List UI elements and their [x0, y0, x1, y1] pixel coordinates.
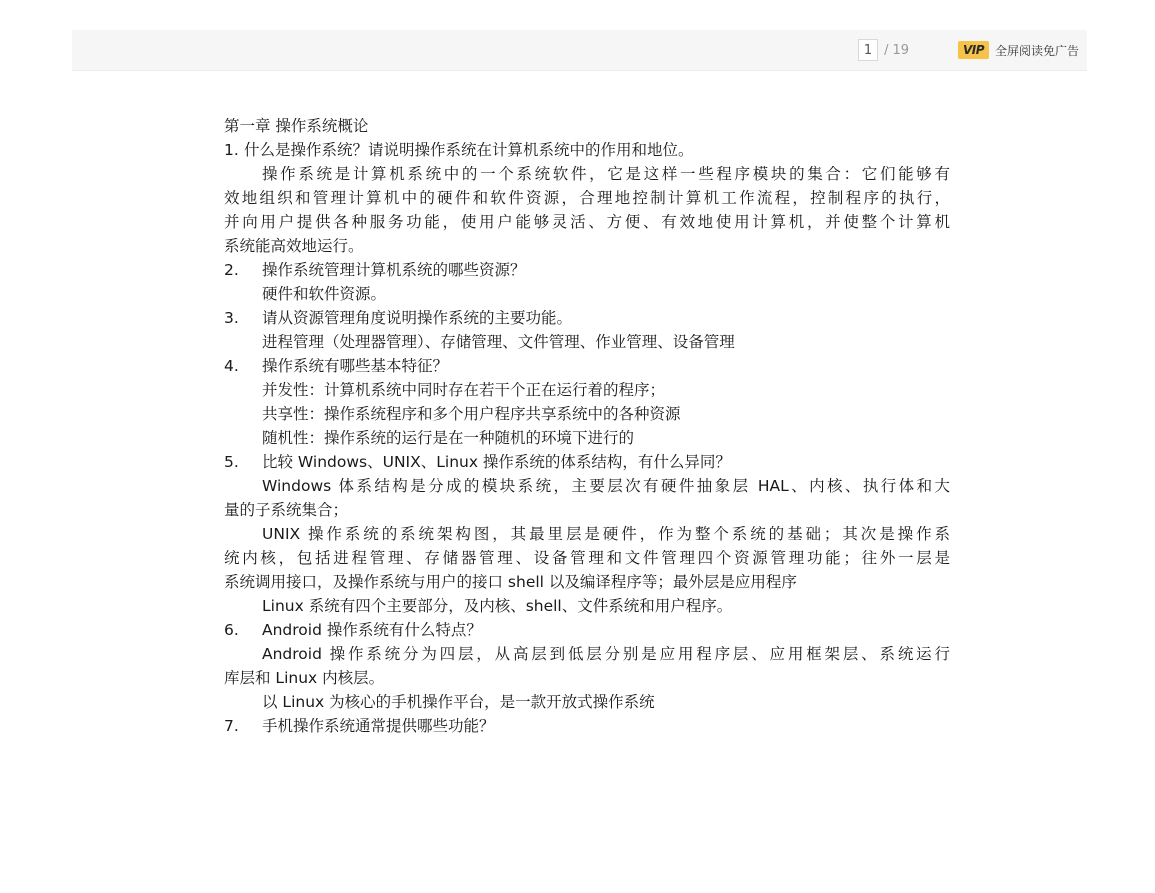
chapter-title: 第一章 操作系统概论 [224, 117, 369, 135]
answer-line: 进程管理（处理器管理）、存储管理、文件管理、作业管理、设备管理 [262, 333, 735, 351]
question-2 [224, 258, 950, 282]
vip-fullscreen-button[interactable] [958, 38, 1079, 62]
answer-line: Linux 系统有四个主要部分，及内核、shell、文件系统和用户程序。 [262, 597, 733, 615]
answer-line: 库层和 Linux 内核层。 [224, 669, 385, 687]
question-7 [224, 714, 950, 738]
answer-line: 系统能高效地运行。 [224, 237, 364, 255]
question-number: 6. [224, 621, 239, 639]
answer-line: 共享性：操作系统程序和多个用户程序共享系统中的各种资源 [262, 405, 681, 423]
page-separator: / [884, 42, 889, 58]
answer-line: UNIX 操作系统的系统架构图，其最里层是硬件，作为整个系统的基础；其次是操作系 [262, 525, 950, 543]
question-number: 5. [224, 453, 239, 471]
page-indicator [858, 38, 909, 62]
answer-line: Android 操作系统分为四层，从高层到低层分别是应用程序层、应用框架层、系统运行 [262, 645, 950, 663]
question-text: 手机操作系统通常提供哪些功能？ [262, 717, 495, 735]
question-1 [224, 138, 950, 162]
total-pages: 19 [892, 42, 909, 58]
answer-line: 效地组织和管理计算机中的硬件和软件资源，合理地控制计算机工作流程，控制程序的执行， [224, 189, 950, 207]
question-number: 4. [224, 357, 239, 375]
question-text: 请从资源管理角度说明操作系统的主要功能。 [262, 309, 573, 327]
question-4 [224, 354, 950, 378]
question-number: 1. [224, 141, 239, 159]
answer-line: Windows 体系结构是分成的模块系统，主要层次有硬件抽象层 HAL、内核、执行体和大 [262, 477, 950, 495]
vip-label: 全屏阅读免广告 [994, 43, 1079, 58]
question-5 [224, 450, 950, 474]
vip-icon: VIP [958, 41, 989, 59]
answer-line: 并向用户提供各种服务功能，使用户能够灵活、方便、有效地使用计算机，并使整个计算机 [224, 213, 950, 231]
question-3 [224, 306, 950, 330]
answer-line: 系统调用接口，及操作系统与用户的接口 shell 以及编译程序等；最外层是应用程序 [224, 573, 797, 591]
question-number: 7. [224, 717, 239, 735]
document-page [224, 114, 950, 738]
answer-line: 硬件和软件资源。 [262, 285, 387, 303]
question-text: 什么是操作系统？请说明操作系统在计算机系统中的作用和地位。 [244, 141, 694, 159]
question-text: 操作系统有哪些基本特征？ [262, 357, 449, 375]
question-number: 3. [224, 309, 239, 327]
answer-line: 随机性：操作系统的运行是在一种随机的环境下进行的 [262, 429, 635, 447]
question-text: Android 操作系统有什么特点？ [262, 621, 482, 639]
answer-line: 以 Linux 为核心的手机操作平台，是一款开放式操作系统 [262, 693, 655, 711]
question-text: 比较 Windows、UNIX、Linux 操作系统的体系结构，有什么异同？ [262, 453, 731, 471]
answer-line: 操作系统是计算机系统中的一个系统软件，它是这样一些程序模块的集合：它们能够有 [262, 165, 950, 183]
question-text: 操作系统管理计算机系统的哪些资源？ [262, 261, 526, 279]
question-6 [224, 618, 950, 642]
current-page-input[interactable]: 1 [858, 39, 878, 61]
reader-toolbar [72, 30, 1087, 71]
question-number: 2. [224, 261, 239, 279]
answer-line: 并发性：计算机系统中同时存在若干个正在运行着的程序； [262, 381, 666, 399]
answer-line: 统内核，包括进程管理、存储器管理、设备管理和文件管理四个资源管理功能；往外一层是 [224, 549, 950, 567]
answer-line: 量的子系统集合； [224, 501, 349, 519]
